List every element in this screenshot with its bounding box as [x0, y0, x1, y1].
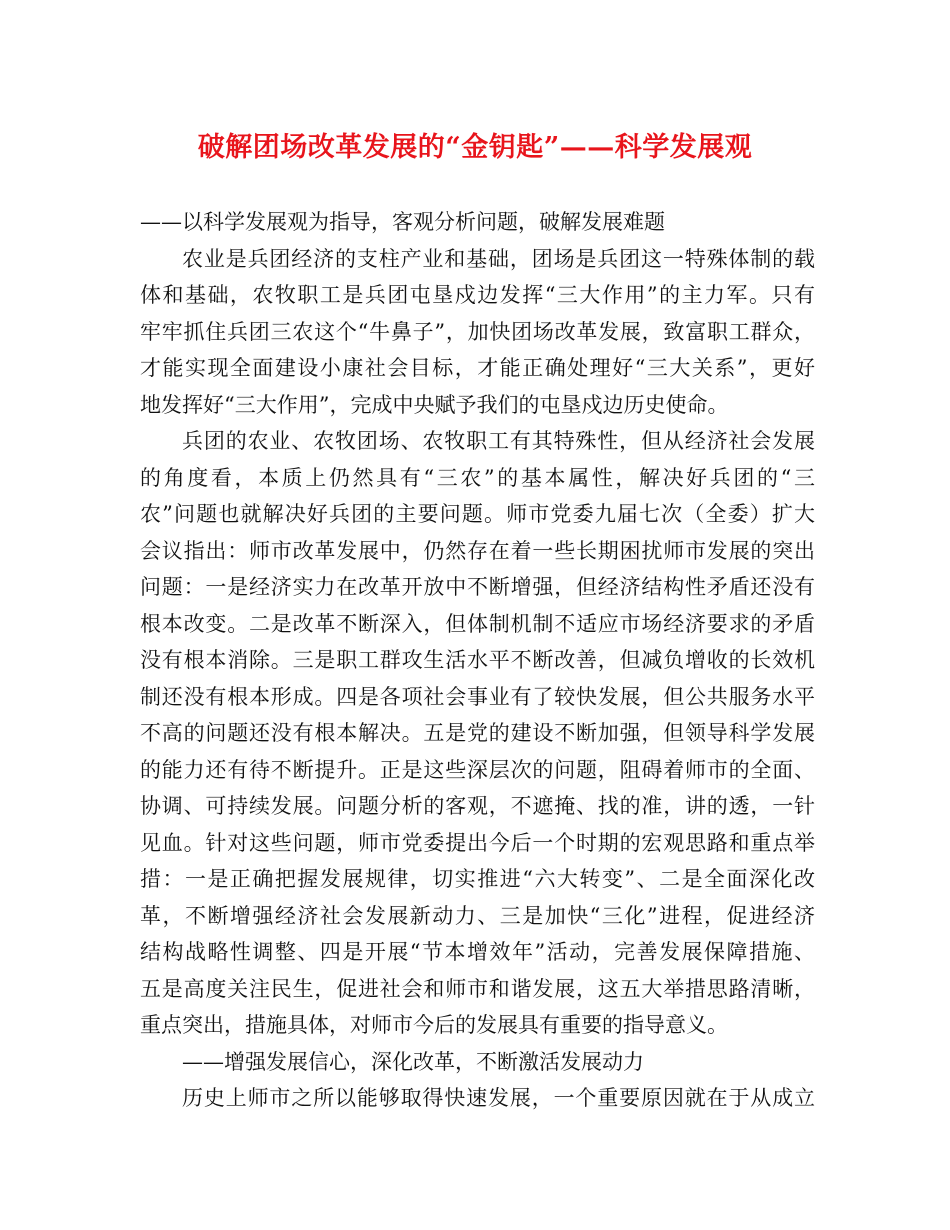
text-line: 农”问题也就解决好兵团的主要问题。师市党委九届七次（全委）扩大 [140, 502, 815, 526]
text-line: 制还没有根本形成。四是各项社会事业有了较快发展，但公共服务水平 [140, 684, 815, 709]
text-line: 协调、可持续发展。问题分析的客观，不遮掩、找的准，讲的透，一针 [140, 794, 815, 818]
text-line: 的能力还有待不断提升。正是这些深层次的问题，阻碍着师市的全面、 [140, 757, 815, 782]
text-line: 重点突出，措施具体，对师市今后的发展具有重要的指导意义。 [140, 1013, 728, 1037]
text-line: 会议指出：师市改革发展中，仍然存在着一些长期困扰师市发展的突出 [140, 538, 815, 563]
text-line: 兵团的农业、农牧团场、农牧职工有其特殊性，但从经济社会发展 [182, 429, 815, 453]
text-line: 没有根本消除。三是职工群攻生活水平不断改善，但减负增收的长效机 [140, 648, 815, 672]
text-line: 不高的问题还没有根本解决。五是党的建设不断加强，但领导科学发展 [140, 721, 815, 745]
document-title: 破解团场改革发展的“金钥匙”——科学发展观 [197, 132, 753, 163]
text-line: 五是高度关注民生，促进社会和师市和谐发展，这五大举措思路清晰， [140, 976, 815, 1001]
text-line: 才能实现全面建设小康社会目标，才能正确处理好“三大关系”，更好 [140, 356, 815, 380]
document-body [140, 204, 815, 1117]
text-line: 根本改变。二是改革不断深入，但体制机制不适应市场经济要求的矛盾 [140, 611, 815, 636]
text-line: 见血。针对这些问题，师市党委提出今后一个时期的宏观思路和重点举 [140, 830, 815, 855]
text-line: ——增强发展信心，深化改革，不断激活发展动力 [182, 1049, 644, 1074]
text-line: 地发挥好“三大作用”，完成中央赋予我们的屯垦戍边历史使命。 [140, 392, 729, 417]
text-line: 问题：一是经济实力在改革开放中不断增强，但经济结构性矛盾还没有 [140, 575, 815, 599]
text-line: 结构战略性调整、四是开展“节本增效年”活动，完善发展保障措施、 [140, 940, 815, 964]
text-line: 牢牢抓住兵团三农这个“牛鼻子”，加快团场改革发展，致富职工群众， [140, 319, 815, 344]
text-line: ——以科学发展观为指导，客观分析问题，破解发展难题 [140, 210, 665, 234]
text-line: 体和基础，农牧职工是兵团屯垦戍边发挥“三大作用”的主力军。只有 [140, 283, 815, 307]
text-line: 历史上师市之所以能够取得快速发展，一个重要原因就在于从成立 [182, 1086, 815, 1110]
text-line: 农业是兵团经济的支柱产业和基础，团场是兵团这一特殊体制的载 [182, 246, 815, 271]
text-line: 革，不断增强经济社会发展新动力、三是加快“三化”进程，促进经济 [140, 903, 815, 928]
text-line: 的角度看，本质上仍然具有“三农”的基本属性，解决好兵团的“三 [140, 465, 815, 490]
text-line: 措：一是正确把握发展规律，切实推进“六大转变”、二是全面深化改 [140, 867, 815, 891]
